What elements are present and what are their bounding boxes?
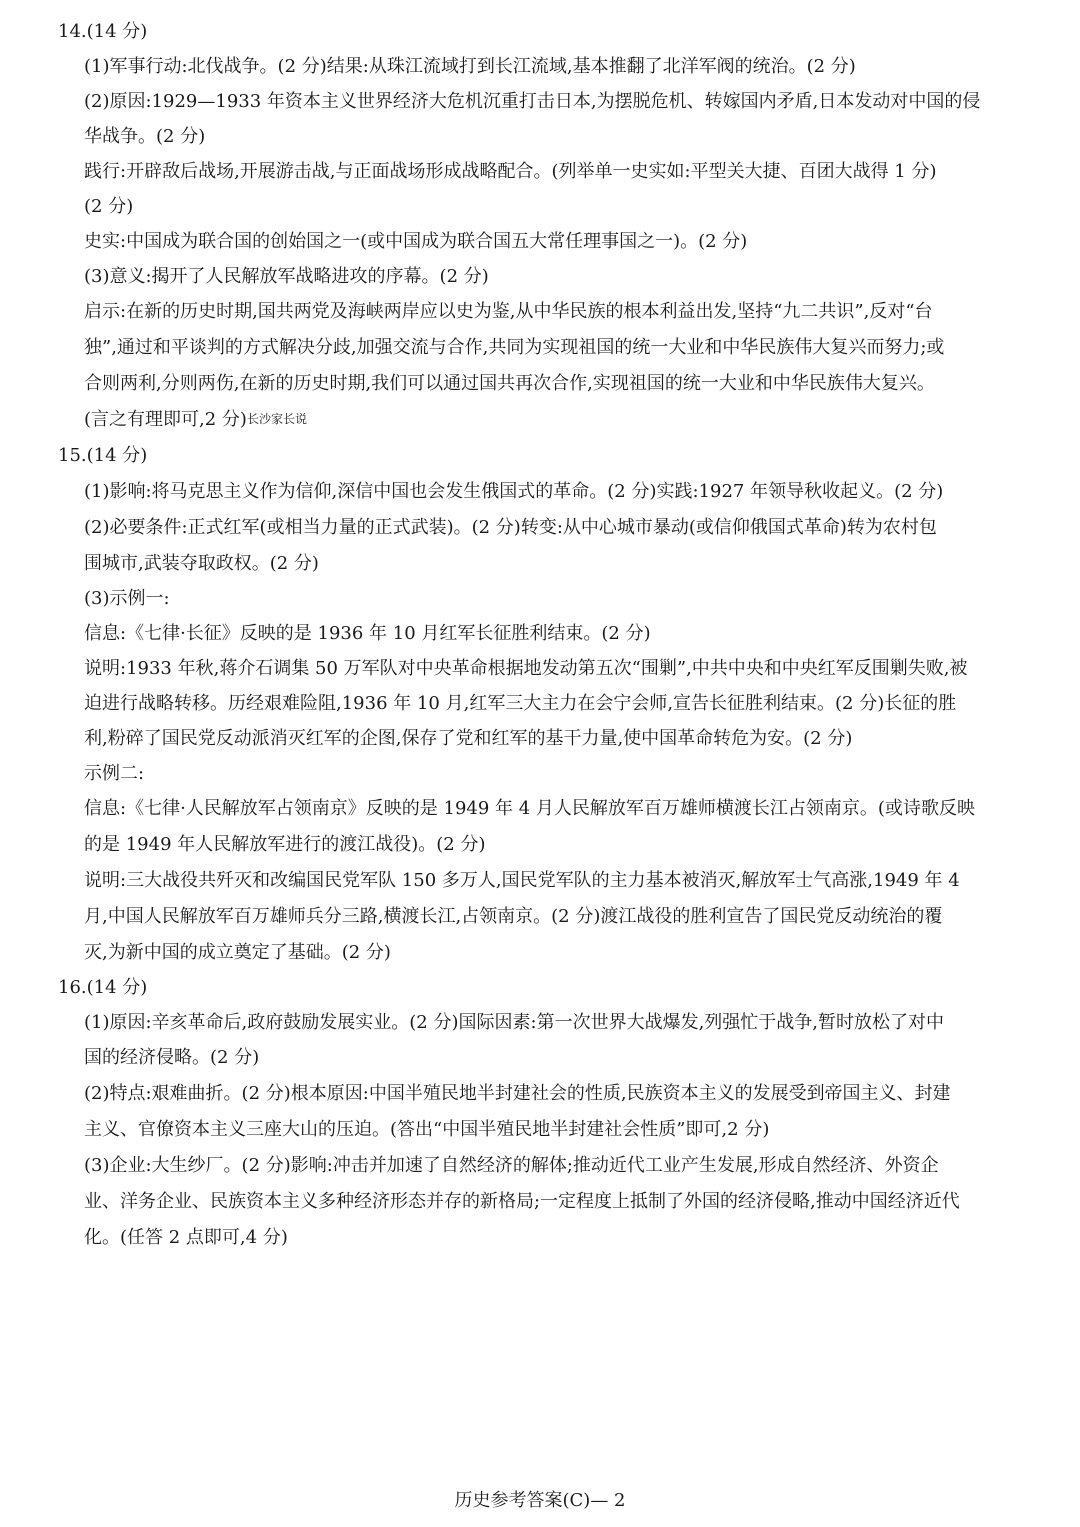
q15-line-14: 灭,为新中国的成立奠定了基础。(2 分) — [84, 942, 391, 963]
q14-line-4: 践行:开辟敌后战场,开展游击战,与正面战场形成战略配合。(列举单一史实如:平型关大捷、百团大战得 1 分) — [84, 161, 937, 182]
q15-line-13: 月,中国人民解放军百万雄师兵分三路,横渡长江,占领南京。(2 分)渡江战役的胜利宣告了国民党反动统治的覆 — [84, 906, 943, 927]
q15-line-9: 示例二: — [84, 763, 145, 784]
q15-line-11: 的是 1949 年人民解放军进行的渡江战役)。(2 分) — [84, 834, 486, 855]
q15-line-8: 利,粉碎了国民党反动派消灭红军的企图,保存了党和红军的基干力量,使中国革命转危为安。(2 分) — [84, 728, 853, 749]
q15-line-6: 说明:1933 年秋,蒋介石调集 50 万军队对中央革命根据地发动第五次“围剿”,中共中央和中央红军反围剿失败,被 — [84, 658, 968, 679]
q14-line-11-text: (言之有理即可,2 分) — [84, 409, 247, 430]
question-16-number: 16.(14 分) — [58, 977, 148, 998]
q14-line-2: (2)原因:1929—1933 年资本主义世界经济大危机沉重打击日本,为摆脱危机、转嫁国内矛盾,日本发动对中国的侵 — [84, 91, 981, 112]
q16-line-3: (2)特点:艰难曲折。(2 分)根本原因:中国半殖民地半封建社会的性质,民族资本主义的发展受到帝国主义、封建 — [84, 1083, 951, 1104]
q14-line-9: 独”,通过和平谈判的方式解决分歧,加强交流与合作,共同为实现祖国的统一大业和中华民族伟大复兴而努力;或 — [84, 337, 945, 358]
question-14-number: 14.(14 分) — [58, 21, 148, 42]
q16-line-1: (1)原因:辛亥革命后,政府鼓励发展实业。(2 分)国际因素:第一次世界大战爆发,列强忙于战争,暂时放松了对中 — [84, 1012, 945, 1033]
watermark-note: 长沙家长说 — [246, 412, 307, 426]
q15-line-10: 信息:《七律·人民解放军占领南京》反映的是 1949 年 4 月人民解放军百万雄师横渡长江占领南京。(或诗歌反映 — [84, 798, 975, 819]
q16-line-6: 业、洋务企业、民族资本主义多种经济形态并存的新格局;一定程度上抵制了外国的经济侵略,推动中国经济近代 — [84, 1191, 960, 1212]
q14-line-8: 启示:在新的历史时期,国共两党及海峡两岸应以史为鉴,从中华民族的根本利益出发,坚持“九二共识”,反对“台 — [84, 301, 933, 322]
q16-line-2: 国的经济侵略。(2 分) — [84, 1047, 260, 1068]
q15-line-12: 说明:三大战役共歼灭和改编国民党军队 150 多万人,国民党军队的主力基本被消灭,解放军士气高涨,1949 年 4 — [84, 870, 960, 891]
q14-line-1: (1)军事行动:北伐战争。(2 分)结果:从珠江流域打到长江流域,基本推翻了北洋军阀的统治。(2 分) — [84, 56, 856, 77]
q15-line-5: 信息:《七律·长征》反映的是 1936 年 10 月红军长征胜利结束。(2 分) — [84, 623, 651, 644]
page-footer: 历史参考答案(C)— 2 — [454, 1490, 626, 1511]
q16-line-4: 主义、官僚资本主义三座大山的压迫。(答出“中国半殖民地半封建社会性质”即可,2 分) — [84, 1119, 770, 1140]
q16-line-5: (3)企业:大生纱厂。(2 分)影响:冲击并加速了自然经济的解体;推动近代工业产生发展,形成自然经济、外资企 — [84, 1155, 939, 1176]
q16-line-7: 化。(任答 2 点即可,4 分) — [84, 1227, 288, 1248]
question-15-number: 15.(14 分) — [58, 445, 148, 466]
q15-line-3: 围城市,武装夺取政权。(2 分) — [84, 553, 319, 574]
q15-line-1: (1)影响:将马克思主义作为信仰,深信中国也会发生俄国式的革命。(2 分)实践:1927 年领导秋收起义。(2 分) — [84, 481, 944, 502]
q14-line-7: (3)意义:揭开了人民解放军战略进攻的序幕。(2 分) — [84, 266, 489, 287]
q15-line-4: (3)示例一: — [84, 588, 170, 609]
q15-line-2: (2)必要条件:正式红军(或相当力量的正式武装)。(2 分)转变:从中心城市暴动(或信仰俄国式革命)转为农村包 — [84, 517, 937, 538]
q14-line-11 — [84, 408, 1040, 432]
q14-line-5: (2 分) — [84, 196, 134, 217]
q14-line-6: 史实:中国成为联合国的创始国之一(或中国成为联合国五大常任理事国之一)。(2 分) — [84, 231, 748, 252]
q14-line-10: 合则两利,分则两伤,在新的历史时期,我们可以通过国共再次合作,实现祖国的统一大业和中华民族伟大复兴。 — [84, 373, 935, 394]
q15-line-7: 迫进行战略转移。历经艰难险阻,1936 年 10 月,红军三大主力在会宁会师,宣告长征胜利结束。(2 分)长征的胜 — [84, 693, 957, 714]
q14-line-3: 华战争。(2 分) — [84, 126, 206, 147]
